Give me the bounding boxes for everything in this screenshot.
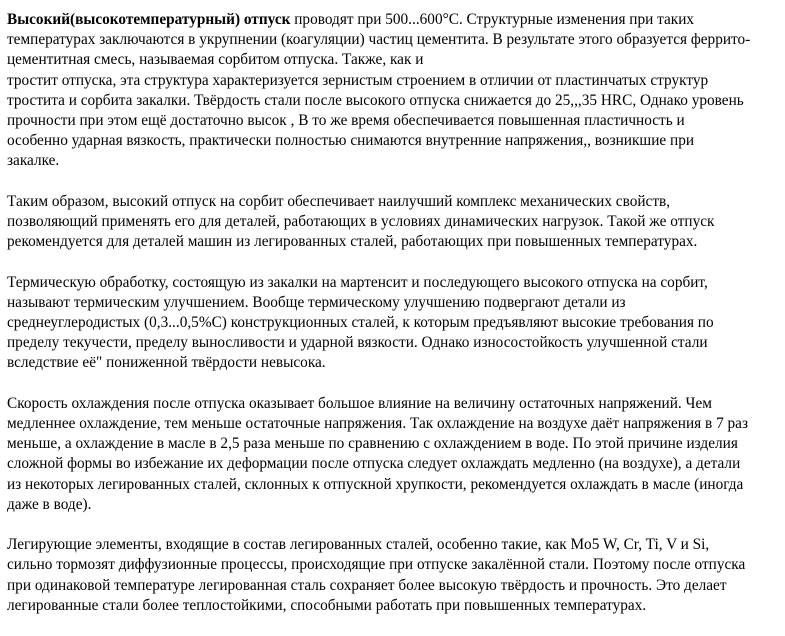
text-line: Термическую обработку, состоящую из закалки на мартенсит и последующего высокого отпуска на сорбит, xyxy=(7,273,708,291)
text-line: из некоторых легированных сталей, склонных к отпускной хрупкости, рекомендуется охлаждать в масле (иногда xyxy=(7,475,744,493)
text-span: проводят при 500...600°С. Структурные изменения при таких xyxy=(290,11,695,28)
text-line: называют термическим улучшением. Вообще термическому улучшению подвергают детали из xyxy=(7,293,626,311)
text-line: закалке. xyxy=(7,152,60,170)
document-body xyxy=(7,10,782,636)
text-line: медленнее охлаждение, тем меньше остаточные напряжения. Так охлаждение на воздухе даёт напряжения в 7 раз xyxy=(7,415,749,433)
text-line: сильно тормозят диффузионные процессы, происходящие при отпуске закалённой стали. Поэтому после отпуска xyxy=(7,556,746,574)
text-line: среднеуглеродистых (0,3...0,5%С) конструкционных сталей, к которым предъявляют высокие требования по xyxy=(7,314,714,332)
text-line: тростита и сорбита закалки. Твёрдость стали после высокого отпуска снижается до 25,,,35 HRC, Однако уровень xyxy=(7,91,744,109)
text-line: Скорость охлаждения после отпуска оказывает большое влияние на величину остаточных напряжений. Чем xyxy=(7,394,712,412)
paragraph-thermal-improvement xyxy=(7,273,782,374)
text-line: даже в воде). xyxy=(7,495,92,513)
text-line: легированные стали более теплостойкими, способными работать при повышенных температурах. xyxy=(7,596,647,614)
text-line: Легирующие элементы, входящие в состав легированных сталей, особенно такие, как Mo5 W, Cr, Ti, V и Si, xyxy=(7,536,710,554)
text-line: цементитная смесь, называемая сорбитом отпуска. Также, как и xyxy=(7,51,424,69)
text-line: позволяющий применять его для деталей, работающих в условиях динамических нагрузок. Такой же отпуск xyxy=(7,213,715,231)
text-line: пределу текучести, пределу выносливости и ударной вязкости. Однако износостойкость улучшенной стали xyxy=(7,334,708,352)
paragraph-cooling-rate xyxy=(7,394,782,515)
text-line: особенно ударная вязкость, практически полностью снимаются внутренние напряжения,, возникшие при xyxy=(7,132,695,150)
text-line xyxy=(7,10,782,30)
text-line: тростит отпуска, эта структура характеризуется зернистым строением в отличии от пластинчатых структур xyxy=(7,71,709,89)
text-line: температурах заключаются в укрупнении (коагуляции) частиц цементита. В результате этого образуется феррито- xyxy=(7,31,751,49)
paragraph-alloying-elements xyxy=(7,535,782,616)
term-heading: Высокий(высокотемпературный) отпуск xyxy=(7,11,291,28)
text-line: рекомендуется для деталей машин из легированных сталей, работающих при повышенных температурах. xyxy=(7,233,698,251)
paragraph-high-temper xyxy=(7,10,782,172)
text-line: при одинаковой температуре легированная сталь сохраняет более высокую твёрдость и прочность. Это делает xyxy=(7,576,727,594)
paragraph-sorbite-summary xyxy=(7,192,782,253)
text-line: прочности при этом ещё достаточно высок , В то же время обеспечивается повышенная пластичность и xyxy=(7,112,685,130)
text-line: меньше, а охлаждение в масле в 2,5 раза меньше по сравнению с охлаждением в воде. По этой причине изделия xyxy=(7,435,738,453)
text-line: вследствие её" пониженной твёрдости невысока. xyxy=(7,354,326,372)
text-line: Таким образом, высокий отпуск на сорбит обеспечивает наилучший комплекс механических свойств, xyxy=(7,192,671,210)
text-line: сложной формы во избежание их деформации после отпуска следует охлаждать медленно (на воздухе), а детали xyxy=(7,455,741,473)
